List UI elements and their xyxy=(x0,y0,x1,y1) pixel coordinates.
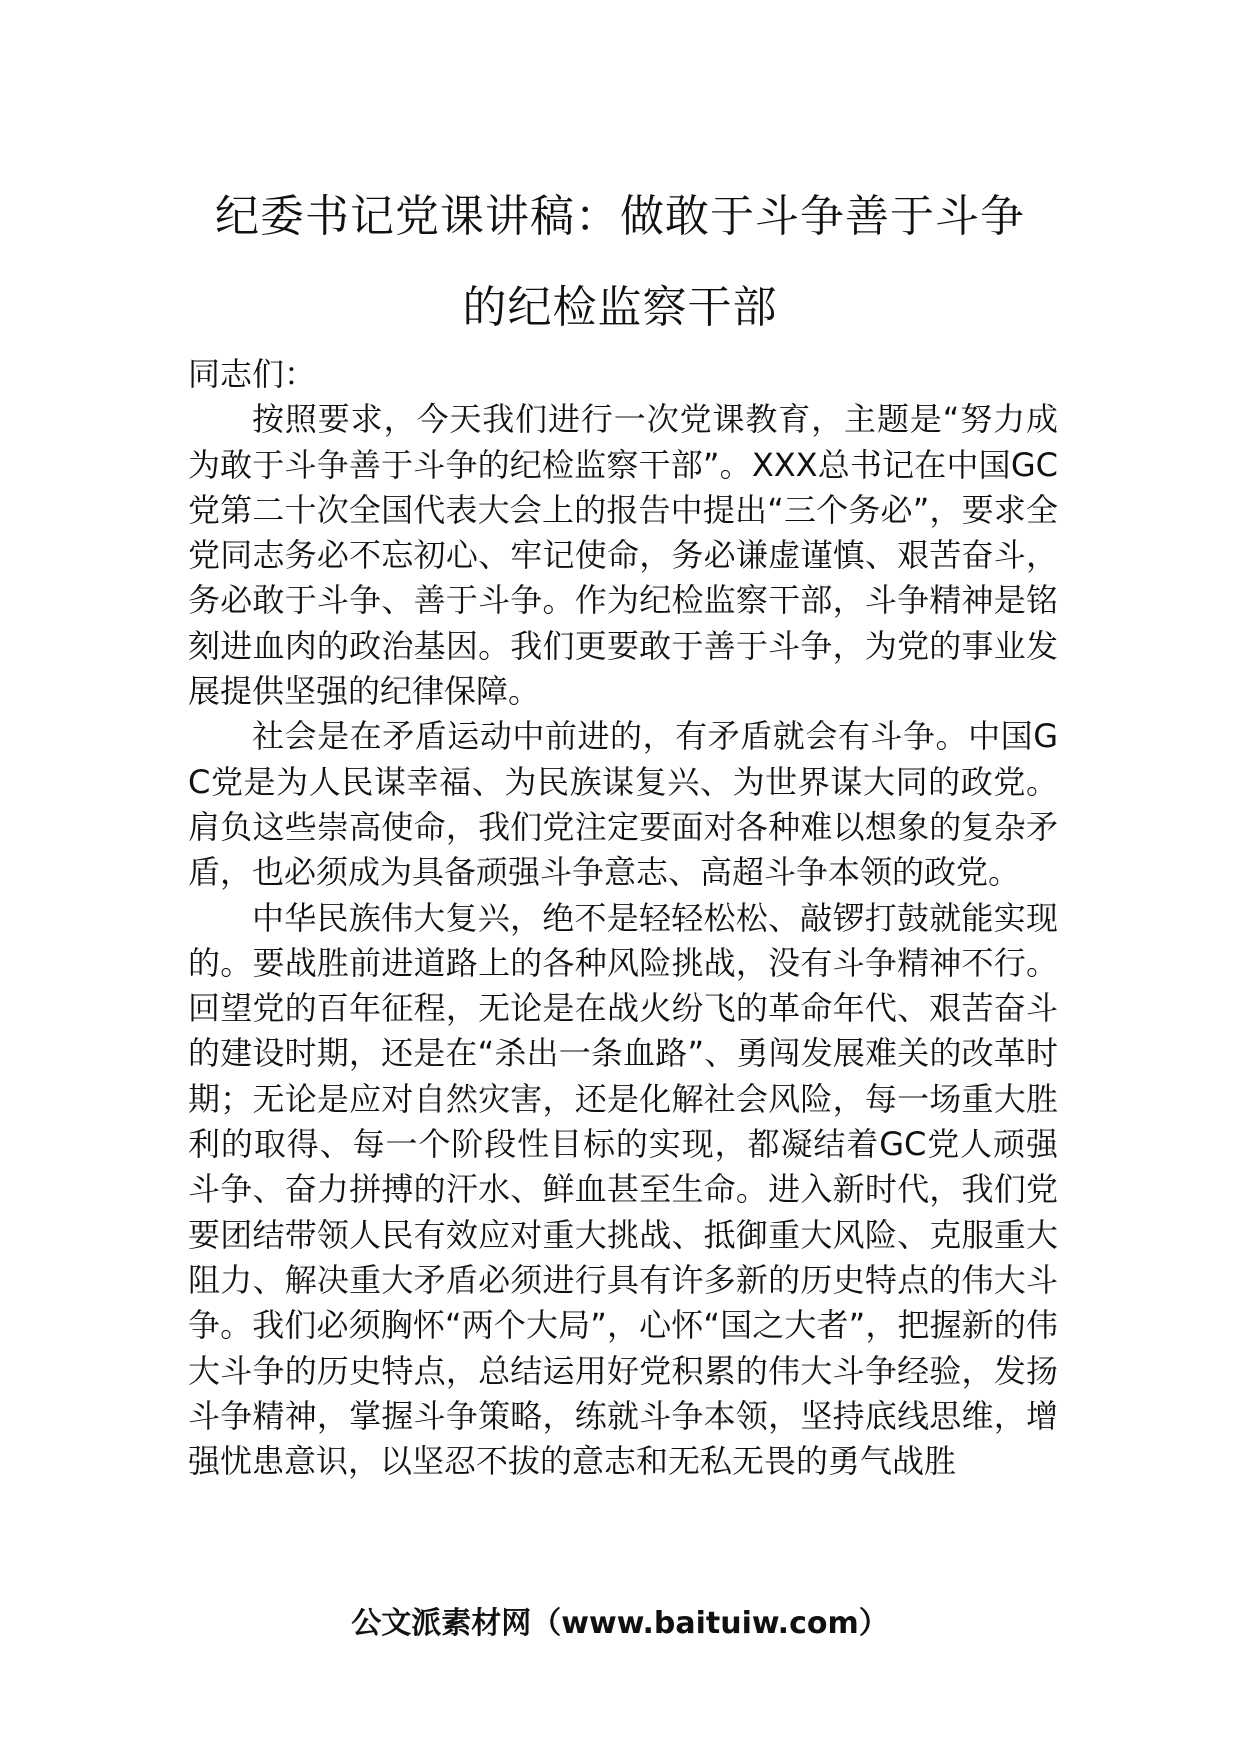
document-title-line-2: 的纪检监察干部 xyxy=(462,282,778,333)
paragraph-2: 社会是在矛盾运动中前进的，有矛盾就会有斗争。中国GC党是为人民谋幸福、为民族谋复兴、为世界谋大同的政党。肩负这些崇高使命，我们党注定要面对各种难以想象的复杂矛盾，也必须成为具备顽强斗争意志、高超斗争本领的政党。 xyxy=(188,717,1058,892)
footer-watermark: 公文派素材网（www.baituiw.com） xyxy=(351,1606,889,1641)
paragraph-1: 按照要求，今天我们进行一次党课教育，主题是“努力成为敢于斗争善于斗争的纪检监察干部”。XXX总书记在中国GC党第二十次全国代表大会上的报告中提出“三个务必”，要求全党同志务必不忘初心、牢记使命，务必谦虚谨慎、艰苦奋斗，务必敢于斗争、善于斗争。作为纪检监察干部，斗争精神是铭刻进血肉的政治基因。我们更要敢于善于斗争，为党的事业发展提供坚强的纪律保障。 xyxy=(188,400,1058,711)
salutation: 同志们： xyxy=(188,355,317,393)
document-title-line-1: 纪委书记党课讲稿：做敢于斗争善于斗争 xyxy=(215,191,1025,242)
document-body xyxy=(188,352,1058,1484)
paragraph-3: 中华民族伟大复兴，绝不是轻轻松松、敲锣打鼓就能实现的。要战胜前进道路上的各种风险挑战，没有斗争精神不行。回望党的百年征程，无论是在战火纷飞的革命年代、艰苦奋斗的建设时期，还是在“杀出一条血路”、勇闯发展难关的改革时期；无论是应对自然灾害，还是化解社会风险，每一场重大胜利的取得、每一个阶段性目标的实现，都凝结着GC党人顽强斗争、奋力拼搏的汗水、鲜血甚至生命。进入新时代，我们党要团结带领人民有效应对重大挑战、抵御重大风险、克服重大阻力、解决重大矛盾必须进行具有许多新的历史特点的伟大斗争。我们必须胸怀“两个大局”，心怀“国之大者”，把握新的伟大斗争的历史特点，总结运用好党积累的伟大斗争经验，发扬斗争精神，掌握斗争策略，练就斗争本领，坚持底线思维，增强忧患意识，以坚忍不拔的意志和无私无畏的勇气战胜 xyxy=(188,898,1058,1481)
